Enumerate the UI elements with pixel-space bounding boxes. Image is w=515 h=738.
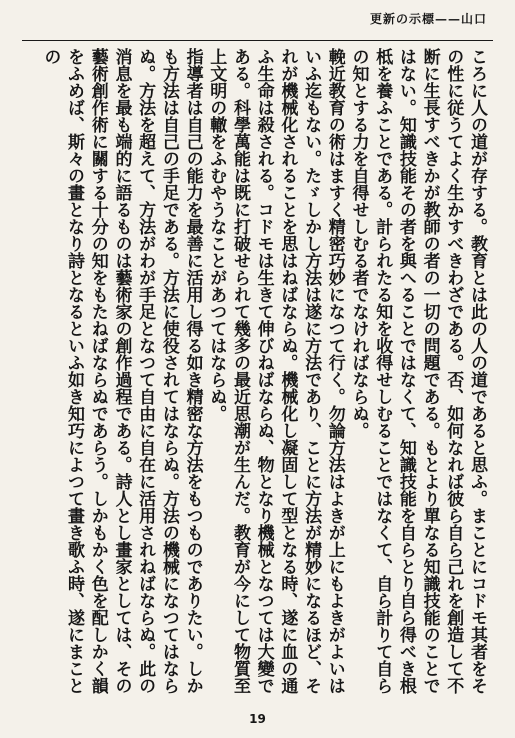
header-rule — [22, 40, 493, 41]
page-number: 19 — [249, 712, 266, 726]
paragraph: ころに人の道が存する。教育とは此の人の道であると思ふ。まことにコドモ其者をその性に従うてよく生かすべきわざである。否、如何なれば彼ら自ら己れを創造して不断に生長すべきかが教師の者の一切の問題である。もとより單なる知識技能のことではない。知識技能その者を與へることではなくて、知識技能を自らとり自ら得べき根柢を養ふことである。計られたる知を收得せしむることではなくて、自ら計りて自らの知とする力を自得せしむる者でなければならぬ。 — [348, 48, 487, 694]
body-text — [28, 48, 488, 696]
page-header — [0, 0, 515, 40]
paragraph: 輓近教育の術はますく精密巧妙になつて行く。勿論方法はよきが上にもよきがよいはいふ迄もない。たゞしかし方法は遂に方法であり、ことに方法が精妙になるほど、それが機械化されることを思はねばならぬ。機械化し凝固して型となる時、遂に血の通ふ生命は殺される。コドモは生きて伸びねばならぬ、物となり機械となつては大變である。科學萬能は既に打破せられて幾多の最近思潮が生んだ。教育が今にして物質至上文明の轍をふむやうなことがあつてはならぬ。 — [206, 48, 345, 694]
paragraph: 指導者は自己の能力を最善に活用し得る如き精密な方法をもつものでありたい。しかも方法は自己の手足である。方法に使役されてはならぬ。方法の機械になつてはならぬ。方法を超えて、方法がわが手足となつて自由に自在に活用されねばならぬ。此の消息を最も端的に語るものは藝術家の創作過程である。詩人とし畫家としては、その藝術創作術に關する十分の知をもたねばならぬであらう。しかもかく色を配しかく韻をふめば、斯々の畫となり詩となるといふ如き知巧によつて畫き歌ふ時、遂にまことの — [40, 48, 203, 694]
running-title: 更新の示標——山口 — [369, 12, 487, 26]
